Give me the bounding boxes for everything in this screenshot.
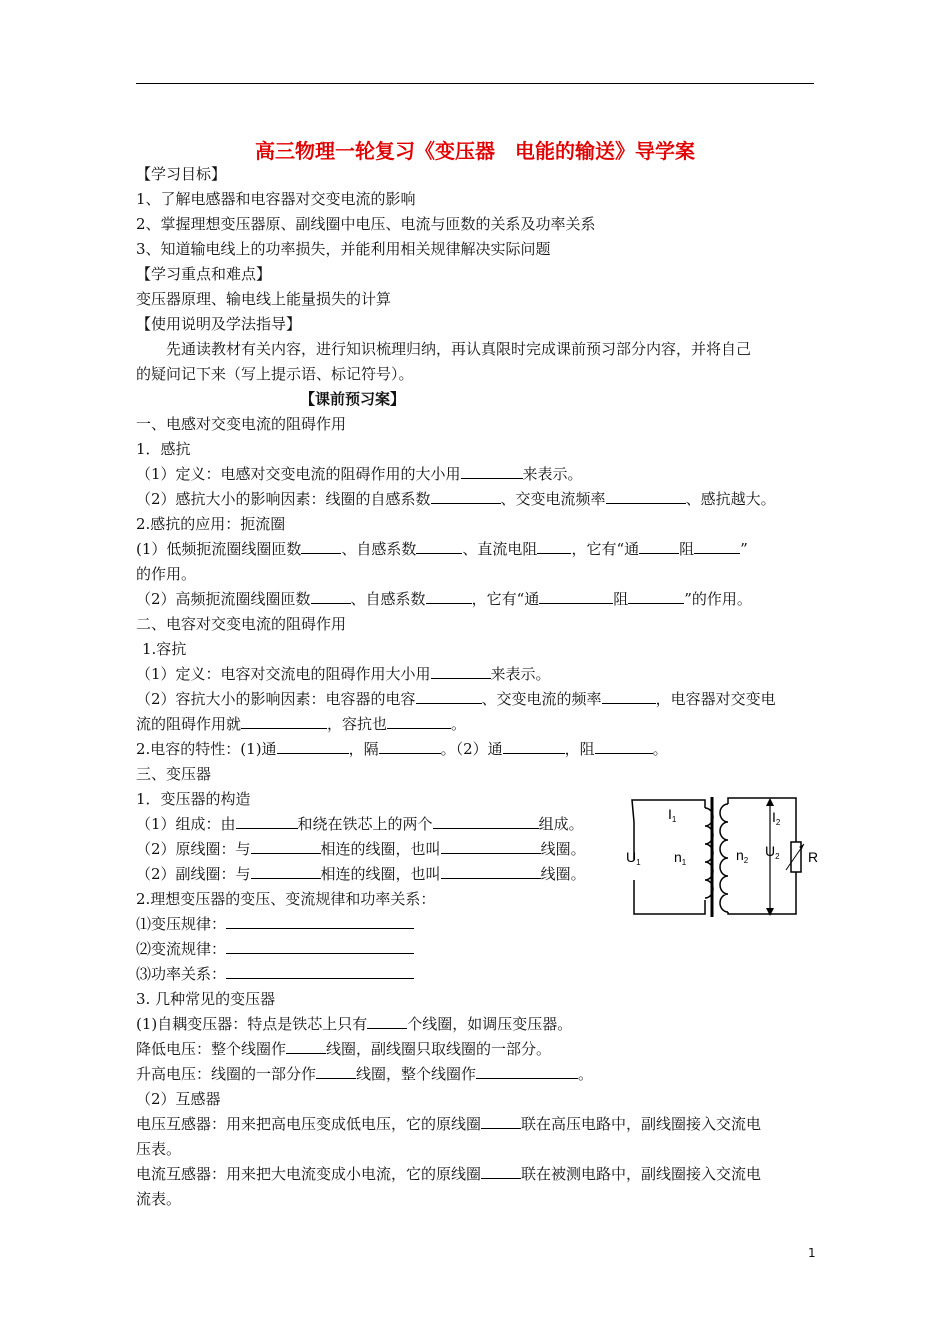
fill-blank[interactable]	[602, 689, 656, 704]
fill-blank[interactable]	[426, 589, 472, 604]
inductance-heading: 一、电感对交变电流的阻碍作用	[136, 415, 347, 433]
goal-2: 2、掌握理想变压器原、副线圈中电压、电流与匝数的关系及功率关系	[136, 215, 596, 233]
n2-label: $n_2$	[736, 847, 749, 865]
fill-blank[interactable]	[539, 589, 613, 604]
voltage-law: ⑴变压规律：	[136, 913, 414, 935]
fill-blank[interactable]	[481, 1164, 521, 1179]
fill-blank[interactable]	[416, 539, 462, 554]
fill-blank[interactable]	[481, 1114, 521, 1129]
fill-blank[interactable]	[476, 1064, 578, 1079]
fill-blank[interactable]	[251, 864, 321, 879]
fill-blank[interactable]	[431, 664, 491, 679]
fill-blank[interactable]	[431, 489, 501, 504]
fill-blank[interactable]	[226, 964, 414, 979]
auto-transformer: (1)自耦变压器：特点是铁芯上只有 个线圈，如调压变压器。	[136, 1015, 573, 1033]
capacitance-factors: （2）容抗大小的影响因素：电容器的电容 、交变电流的频率 ，电容器对交变电	[136, 690, 776, 708]
r-label: R	[808, 849, 819, 865]
inductance-sub1: 1．感抗	[136, 440, 191, 458]
power-relation: ⑶功率关系：	[136, 963, 414, 985]
current-transformer: 电流互感器：用来把大电流变成小电流，它的原线圈 联在被测电路中，副线圈接入交流电	[136, 1165, 762, 1183]
secondary-wire-bottom	[728, 872, 796, 914]
fill-blank[interactable]	[606, 489, 686, 504]
inductance-sub2: 2.感抗的应用：扼流圈	[136, 515, 286, 533]
usage-line-2: 的疑问记下来（写上提示语、标记符号）。	[136, 365, 414, 383]
fill-blank[interactable]	[416, 689, 482, 704]
usage-line-1: 先通读教材有关内容，进行知识梳理归纳，再认真限时完成课前预习部分内容，并将自己	[166, 340, 752, 358]
capacitance-factors-cont: 流的阻碍作用就 ，容抗也 。	[136, 715, 467, 733]
i1-label: $I_1$	[668, 806, 677, 824]
capacitance-sub1: 1.容抗	[142, 640, 187, 658]
fill-blank[interactable]	[387, 714, 451, 729]
header-rule	[136, 83, 814, 84]
fill-blank[interactable]	[628, 589, 684, 604]
n1-label: $n_1$	[674, 849, 687, 867]
fill-blank[interactable]	[316, 1064, 356, 1079]
fill-blank[interactable]	[694, 539, 740, 554]
mutual-heading: （2）互感器	[136, 1090, 221, 1108]
goal-1: 1、了解电感器和电容器对交变电流的影响	[136, 190, 416, 208]
usage-heading: 【使用说明及学法指导】	[136, 315, 302, 333]
u2-arrow-head-top	[766, 798, 774, 806]
transformer-composition: （1）组成：由 和绕在铁芯上的两个 组成。	[136, 815, 584, 833]
fill-blank[interactable]	[595, 739, 653, 754]
goal-3: 3、知道输电线上的功率损失，并能利用相关规律解决实际问题	[136, 240, 551, 258]
secondary-coil: （2）副线圈：与 相连的线圈，也叫 线圈。	[136, 865, 586, 883]
fill-blank[interactable]	[441, 864, 541, 879]
u2-label: $U_2$	[765, 843, 780, 861]
capacitance-definition: （1）定义：电容对交流电的阻碍作用大小用 来表示。	[136, 665, 551, 683]
secondary-wire-top	[728, 798, 796, 842]
transformer-diagram	[620, 792, 820, 922]
current-law: ⑵变流规律：	[136, 938, 414, 960]
resistor	[791, 842, 801, 872]
step-up: 升高电压：线圈的一部分作 线圈，整个线圈作 。	[136, 1065, 594, 1083]
fill-blank[interactable]	[433, 814, 539, 829]
capacitance-properties: 2.电容的特性：(1)通 ，隔 。（2）通 ，阻 。	[136, 740, 668, 758]
fill-blank[interactable]	[311, 589, 351, 604]
capacitance-heading: 二、电容对交变电流的阻碍作用	[136, 615, 347, 633]
page-number: 1	[808, 1246, 816, 1260]
u2-arrow-head-bottom	[766, 908, 774, 916]
keypoints-heading: 【学习重点和难点】	[136, 265, 272, 283]
secondary-coil	[720, 804, 728, 912]
u1-label: $U_1$	[626, 849, 641, 867]
voltage-transformer-end: 压表。	[136, 1140, 182, 1158]
low-freq-choke-end: 的作用。	[136, 565, 197, 583]
fill-blank[interactable]	[251, 839, 321, 854]
fill-blank[interactable]	[441, 839, 541, 854]
fill-blank[interactable]	[461, 464, 523, 479]
fill-blank[interactable]	[277, 739, 349, 754]
fill-blank[interactable]	[379, 739, 441, 754]
fill-blank[interactable]	[301, 539, 341, 554]
current-transformer-end: 流表。	[136, 1190, 182, 1208]
voltage-transformer: 电压互感器：用来把高电压变成低电压，它的原线圈 联在高压电路中，副线圈接入交流电	[136, 1115, 762, 1133]
transformer-sub3: 3. 几种常见的变压器	[136, 990, 276, 1008]
fill-blank[interactable]	[503, 739, 565, 754]
transformer-heading: 三、变压器	[136, 765, 212, 783]
primary-coil: （2）原线圈：与 相连的线圈，也叫 线圈。	[136, 840, 586, 858]
inductance-factors: （2）感抗大小的影响因素：线圈的自感系数 、交变电流频率 、感抗越大。	[136, 490, 776, 508]
keypoints-text: 变压器原理、输电线上能量损失的计算	[136, 290, 392, 308]
preview-heading: 【课前预习案】	[300, 390, 406, 408]
fill-blank[interactable]	[537, 539, 571, 554]
fill-blank[interactable]	[226, 939, 414, 954]
inductance-definition: （1）定义：电感对交变电流的阻碍作用的大小用 来表示。	[136, 465, 583, 483]
primary-wire-bottom	[634, 880, 705, 914]
step-down: 降低电压：整个线圈作 线圈，副线圈只取线圈的一部分。	[136, 1040, 552, 1058]
i2-label: $I_2$	[772, 809, 781, 827]
low-freq-choke: (1）低频扼流圈线圈匝数 、自感系数 、直流电阻 ，它有“通 阻 ”	[136, 540, 748, 558]
fill-blank[interactable]	[226, 914, 414, 929]
fill-blank[interactable]	[286, 1039, 326, 1054]
fill-blank[interactable]	[367, 1014, 407, 1029]
fill-blank[interactable]	[241, 714, 327, 729]
goals-heading: 【学习目标】	[136, 165, 227, 183]
fill-blank[interactable]	[639, 539, 679, 554]
high-freq-choke: （2）高频扼流圈线圈匝数 、自感系数 ，它有“通 阻 ”的作用。	[136, 590, 752, 608]
page-title: 高三物理一轮复习《变压器 电能的输送》导学案	[255, 139, 695, 163]
transformer-sub1: 1．变压器的构造	[136, 790, 251, 808]
transformer-sub2: 2.理想变压器的变压、变流规律和功率关系：	[136, 890, 436, 908]
fill-blank[interactable]	[236, 814, 298, 829]
